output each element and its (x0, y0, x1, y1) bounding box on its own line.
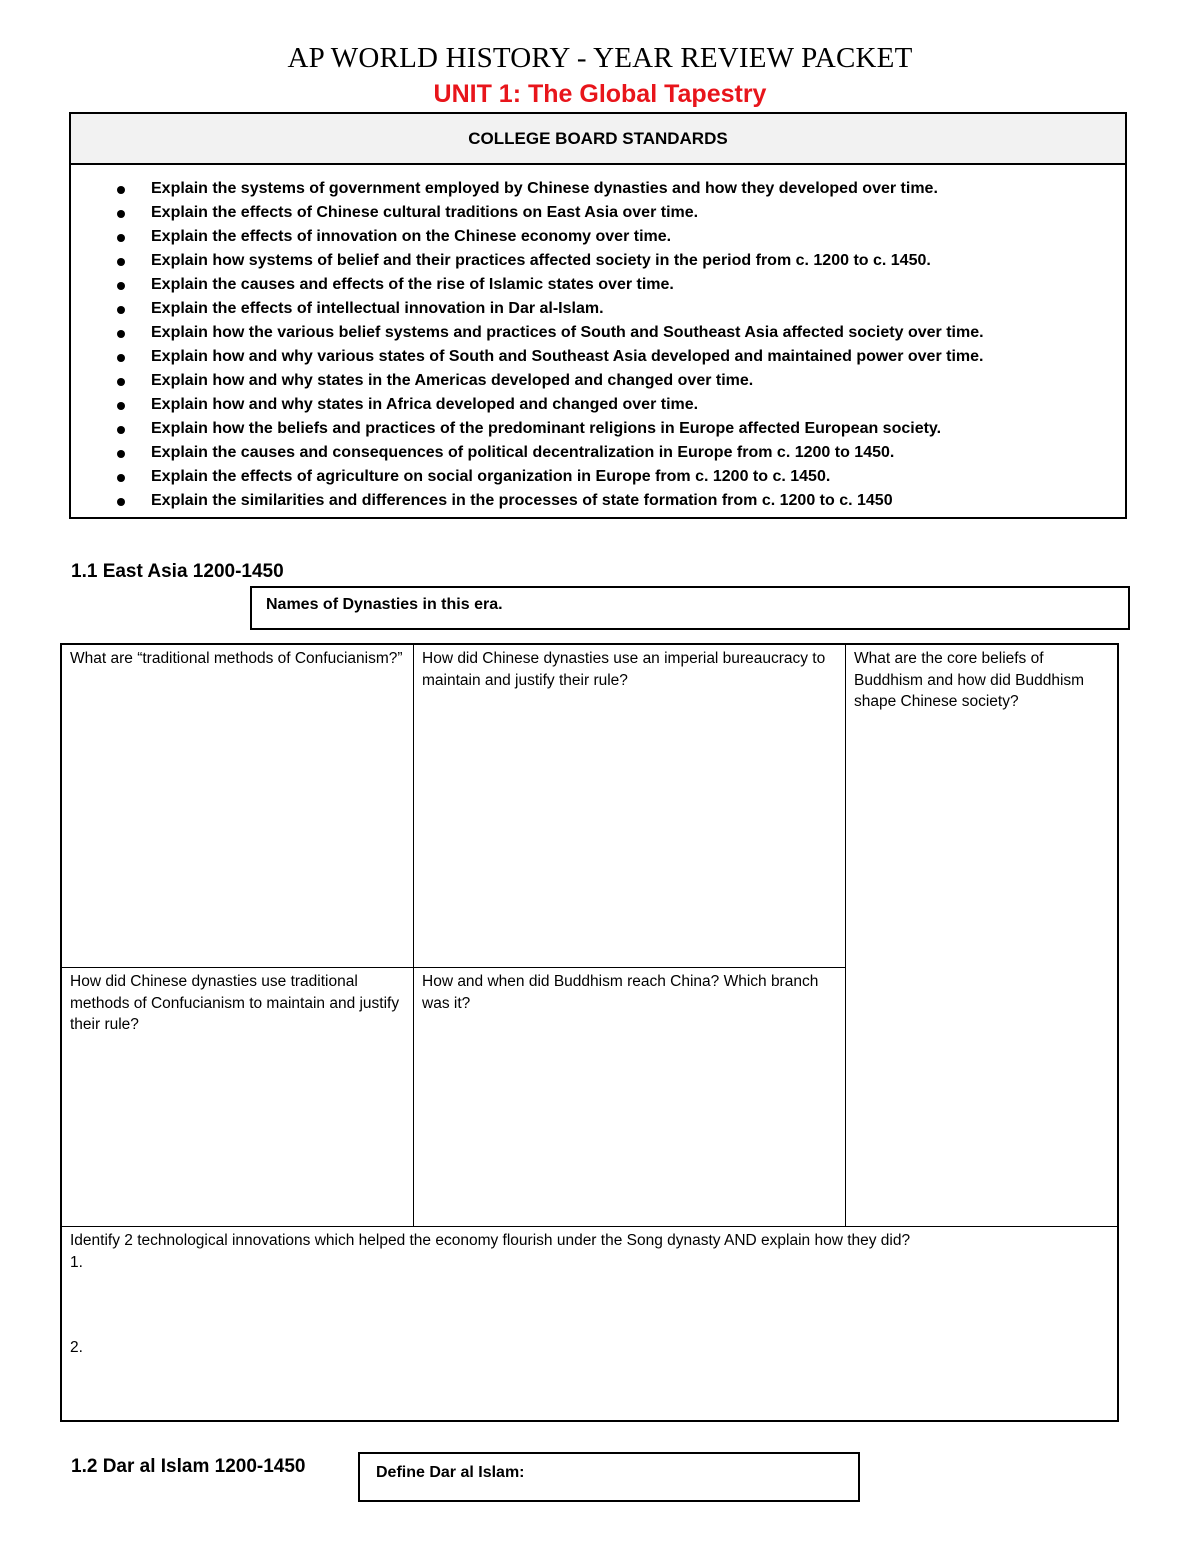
standard-item: Explain the causes and effects of the rise of Islamic states over time. (71, 273, 1125, 297)
standards-heading: COLLEGE BOARD STANDARDS (71, 114, 1125, 165)
question-text: How did Chinese dynasties use an imperial bureaucracy to maintain and justify their rule? (422, 650, 826, 689)
standard-item: Explain the effects of agriculture on social organization in Europe from c. 1200 to c. 1450. (71, 465, 1125, 489)
dynasties-label: Names of Dynasties in this era. (266, 596, 503, 613)
standard-item: Explain the similarities and differences in the processes of state formation from c. 1200 to c. 1450 (71, 489, 1125, 513)
bullet-icon (117, 306, 125, 314)
buddhism-reach-cell[interactable] (414, 968, 845, 1226)
question-text: Identify 2 technological innovations which helped the economy flourish under the Song dynasty AND explain how they did? (70, 1232, 911, 1249)
question-text: What are “traditional methods of Confucianism?” (70, 650, 403, 667)
question-text: How did Chinese dynasties use traditional methods of Confucianism to maintain and justify their rule? (70, 973, 400, 1033)
bullet-icon (117, 234, 125, 242)
standard-item: Explain the effects of innovation on the Chinese economy over time. (71, 225, 1125, 249)
bullet-icon (117, 210, 125, 218)
standard-item: Explain how and why various states of South and Southeast Asia developed and maintained power over time. (71, 345, 1125, 369)
define-label: Define Dar al Islam: (376, 1464, 525, 1481)
buddhism-beliefs-cell[interactable] (846, 645, 1116, 1226)
question-text: What are the core beliefs of Buddhism and how did Buddhism shape Chinese society? (854, 650, 1085, 710)
bullet-icon (117, 474, 125, 482)
confucian-rule-cell[interactable] (62, 968, 413, 1226)
answer-1-label: 1. (70, 1253, 83, 1271)
standards-box (69, 112, 1127, 519)
bullet-icon (117, 258, 125, 266)
standard-item: Explain the causes and consequences of political decentralization in Europe from c. 1200 to 1450. (71, 441, 1125, 465)
east-asia-question-grid (60, 643, 1119, 1422)
section-1-2-heading: 1.2 Dar al Islam 1200-1450 (71, 1456, 306, 1477)
dynasties-field[interactable] (250, 586, 1130, 630)
imperial-bureaucracy-cell[interactable] (414, 645, 845, 967)
standard-item: Explain the effects of intellectual innovation in Dar al-Islam. (71, 297, 1125, 321)
confucianism-methods-cell[interactable] (62, 645, 413, 967)
standard-item: Explain how the various belief systems and practices of South and Southeast Asia affected society over time. (71, 321, 1125, 345)
answer-2-label: 2. (70, 1339, 83, 1356)
unit-title: UNIT 1: The Global Tapestry (433, 80, 767, 108)
bullet-icon (117, 354, 125, 362)
bullet-icon (117, 186, 125, 194)
standard-item: Explain how systems of belief and their practices affected society in the period from c. 1200 to c. 1450. (71, 249, 1125, 273)
bullet-icon (117, 330, 125, 338)
bullet-icon (117, 282, 125, 290)
standard-item: Explain how and why states in the Americas developed and changed over time. (71, 369, 1125, 393)
bullet-icon (117, 450, 125, 458)
define-dar-al-islam-field[interactable] (358, 1452, 860, 1502)
bullet-icon (117, 498, 125, 506)
standard-item: Explain the effects of Chinese cultural traditions on East Asia over time. (71, 201, 1125, 225)
standard-item: Explain the systems of government employed by Chinese dynasties and how they developed over time. (71, 177, 1125, 201)
bullet-icon (117, 402, 125, 410)
standards-list (71, 165, 1125, 513)
bullet-icon (117, 426, 125, 434)
section-1-1-heading: 1.1 East Asia 1200-1450 (71, 561, 284, 582)
question-text: How and when did Buddhism reach China? Which branch was it? (422, 973, 819, 1012)
document-title: AP WORLD HISTORY - YEAR REVIEW PACKET (287, 42, 913, 74)
bullet-icon (117, 378, 125, 386)
standard-item: Explain how and why states in Africa developed and changed over time. (71, 393, 1125, 417)
standard-item: Explain how the beliefs and practices of the predominant religions in Europe affected European society. (71, 417, 1125, 441)
song-innovations-cell[interactable] (62, 1227, 1117, 1420)
